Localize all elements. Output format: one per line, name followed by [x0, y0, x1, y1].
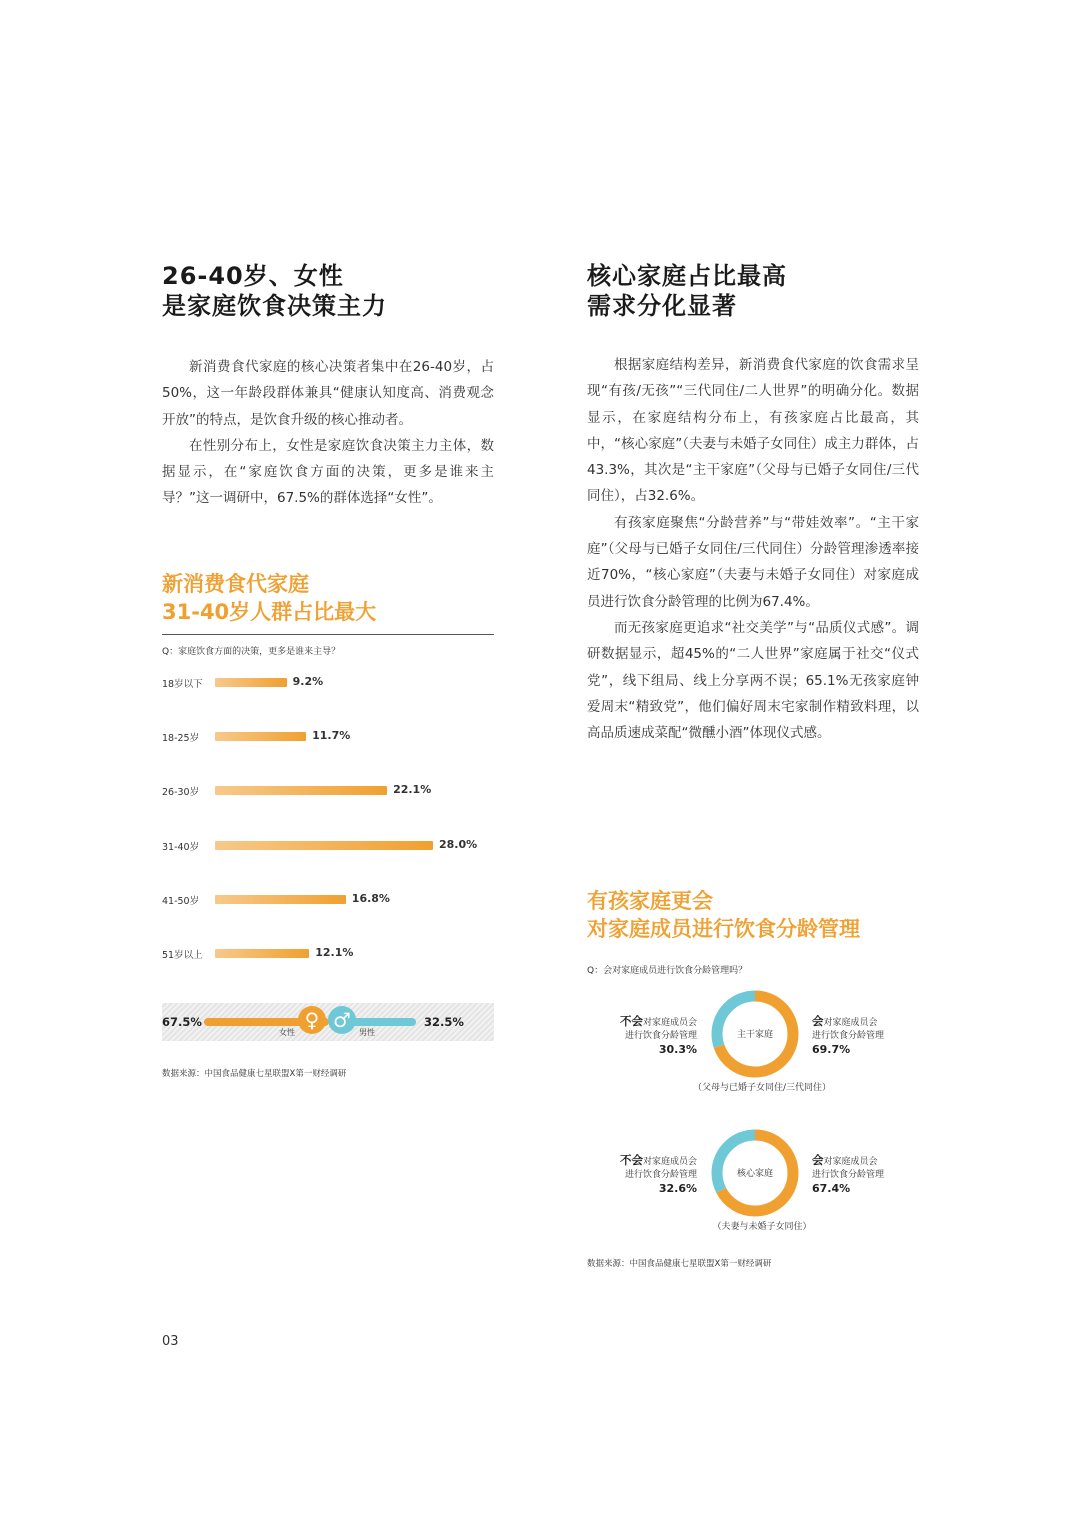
donut1-yes-value: 69.7%	[812, 1043, 851, 1056]
age-bar-value: 16.8%	[351, 891, 390, 905]
right-paragraph-3: 而无孩家庭更追求“社交美学”与“品质仪式感”。调研数据显示，超45%的“二人世界”家庭属于社交“仪式党”，线下组局、线上分享两不误；65.1%无孩家庭钟爱周末“精致党”，他们偏好周末宅家制作精致料理，以高品质速成菜配“微醺小酒”体现仪式感。	[587, 619, 919, 742]
donut1-no-line-1	[587, 1015, 697, 1030]
donut2-no-value: 32.6%	[658, 1182, 697, 1195]
left-data-source: 数据来源：中国食品健康七星联盟X第一财经调研	[162, 1069, 347, 1079]
donut1-no-label-2: 进行饮食分龄管理	[624, 1031, 697, 1041]
left-chart-title	[162, 570, 502, 626]
left-heading-line-2: 是家庭饮食决策主力	[162, 292, 387, 320]
donut2-no-line-1	[587, 1154, 697, 1169]
right-heading-line-1: 核心家庭占比最高	[587, 262, 787, 290]
left-body-text	[162, 354, 494, 512]
gender-bar-panel	[162, 1003, 494, 1041]
gender-male-value: 32.5%	[424, 1015, 464, 1029]
left-chart-title-line-2: 31-40岁人群占比最大	[162, 600, 377, 624]
age-bar	[215, 786, 387, 795]
donut2-yes-label-2: 进行饮食分龄管理	[812, 1170, 885, 1180]
donut2-yes-bold: 会	[812, 1153, 824, 1167]
donut-center-label: 核心家庭	[736, 1169, 774, 1179]
age-bar-value: 12.1%	[315, 946, 354, 959]
right-paragraph-2: 有孩家庭聚焦“分龄营养”与“带娃效率”。“主干家庭”（父母与已婚子女同住/三代同住）分龄管理渗透率接近70%，“核心家庭”（夫妻与未婚子女同住）对家庭成员进行饮食分龄管理的比例为67.4%。	[587, 514, 919, 610]
right-chart-title-line-1: 有孩家庭更会	[587, 889, 713, 913]
age-bar-label: 41-50岁	[162, 895, 200, 907]
gender-male-label: 男性	[359, 1028, 375, 1037]
right-chart-title-line-2: 对家庭成员进行饮食分龄管理	[587, 917, 860, 941]
donut1-no-block	[587, 1015, 697, 1056]
right-heading-line-2: 需求分化显著	[587, 292, 737, 320]
donut1-yes-label-2: 进行饮食分龄管理	[812, 1031, 885, 1041]
donut-center-label: 主干家庭	[736, 1030, 774, 1040]
age-bar-label: 18-25岁	[162, 733, 200, 745]
left-paragraph-2: 在性别分布上，女性是家庭饮食决策主力主体，数据显示，在“家庭饮食方面的决策，更多是谁来主导？”这一调研中，67.5%的群体选择“女性”。	[162, 437, 494, 507]
donut2-no-label-1: 对家庭成员会	[642, 1157, 697, 1167]
male-icon: ♂	[328, 1006, 356, 1034]
age-bar-label: 26-30岁	[162, 787, 200, 799]
donut2-no-bold: 不会	[619, 1153, 643, 1167]
left-heading	[162, 261, 542, 321]
donut1-no-value: 30.3%	[658, 1043, 697, 1056]
age-bar-value: 11.7%	[312, 729, 351, 743]
left-chart-rule	[162, 634, 494, 635]
age-bar	[215, 841, 433, 850]
donut2-yes-value: 67.4%	[812, 1182, 851, 1195]
age-bar	[215, 895, 346, 904]
gender-male-bar	[347, 1018, 416, 1026]
age-bar-label: 51岁以上	[162, 950, 203, 961]
donut1-no-label-1: 对家庭成员会	[642, 1018, 697, 1028]
donut2-caption: （夫妻与未婚子女同住）	[712, 1222, 812, 1232]
right-chart-question: Q：会对家庭成员进行饮食分龄管理吗？	[587, 966, 748, 976]
donut1-no-bold: 不会	[619, 1014, 643, 1028]
donut1-yes-block	[812, 1015, 927, 1056]
donut2-yes-line-1	[812, 1154, 927, 1169]
donut2-no-block	[587, 1154, 697, 1195]
donut2-no-label-2: 进行饮食分龄管理	[624, 1170, 697, 1180]
age-bar	[215, 949, 309, 958]
right-body-text	[587, 352, 919, 746]
donut1-svg	[710, 989, 800, 1079]
age-bar-label: 18岁以下	[162, 679, 203, 690]
right-chart-title	[587, 887, 927, 943]
right-data-source: 数据来源：中国食品健康七星联盟X第一财经调研	[587, 1259, 772, 1269]
left-paragraph-1: 新消费食代家庭的核心决策者集中在26-40岁，占50%，这一年龄段群体兼具“健康认知度高、消费观念开放”的特点，是饮食升级的核心推动者。	[162, 359, 494, 428]
right-paragraph-1: 根据家庭结构差异，新消费食代家庭的饮食需求呈现“有孩/无孩”“三代同住/二人世界”的明确分化。数据显示，在家庭结构分布上，有孩家庭占比最高，其中，“核心家庭”（夫妻与未婚子女同住）成主力群体，占43.3%，其次是“主干家庭”（父母与已婚子女同住/三代同住），占32.6%。	[587, 357, 919, 505]
gender-female-label: 女性	[279, 1028, 295, 1037]
left-heading-line-1: 26-40岁、女性	[162, 262, 344, 290]
age-bar	[215, 732, 306, 741]
female-icon: ♀	[298, 1006, 326, 1034]
age-bar-value: 28.0%	[439, 837, 478, 851]
left-chart-question: Q：家庭饮食方面的决策，更多是谁来主导？	[162, 647, 341, 657]
age-bar-value: 22.1%	[393, 783, 432, 797]
age-bar-label: 31-40岁	[162, 841, 200, 853]
donut1-yes-bold: 会	[812, 1014, 824, 1028]
donut2-yes-label-1: 对家庭成员会	[823, 1157, 878, 1167]
age-bar	[215, 678, 287, 687]
donut2-svg	[710, 1128, 800, 1218]
left-chart-title-line-1: 新消费食代家庭	[162, 572, 309, 596]
age-bar-chart	[162, 672, 502, 972]
donut-chart-core-family	[587, 1125, 927, 1240]
donut-chart-main-family	[587, 985, 927, 1100]
age-bar-value: 9.2%	[292, 675, 324, 688]
donut1-yes-line-1	[812, 1015, 927, 1030]
donut1-yes-label-1: 对家庭成员会	[823, 1018, 878, 1028]
page-number: 03	[162, 1334, 179, 1349]
right-heading	[587, 261, 927, 321]
donut1-caption: （父母与已婚子女同住/三代同住）	[692, 1083, 832, 1093]
donut2-yes-block	[812, 1154, 927, 1195]
gender-female-value: 67.5%	[162, 1015, 202, 1029]
